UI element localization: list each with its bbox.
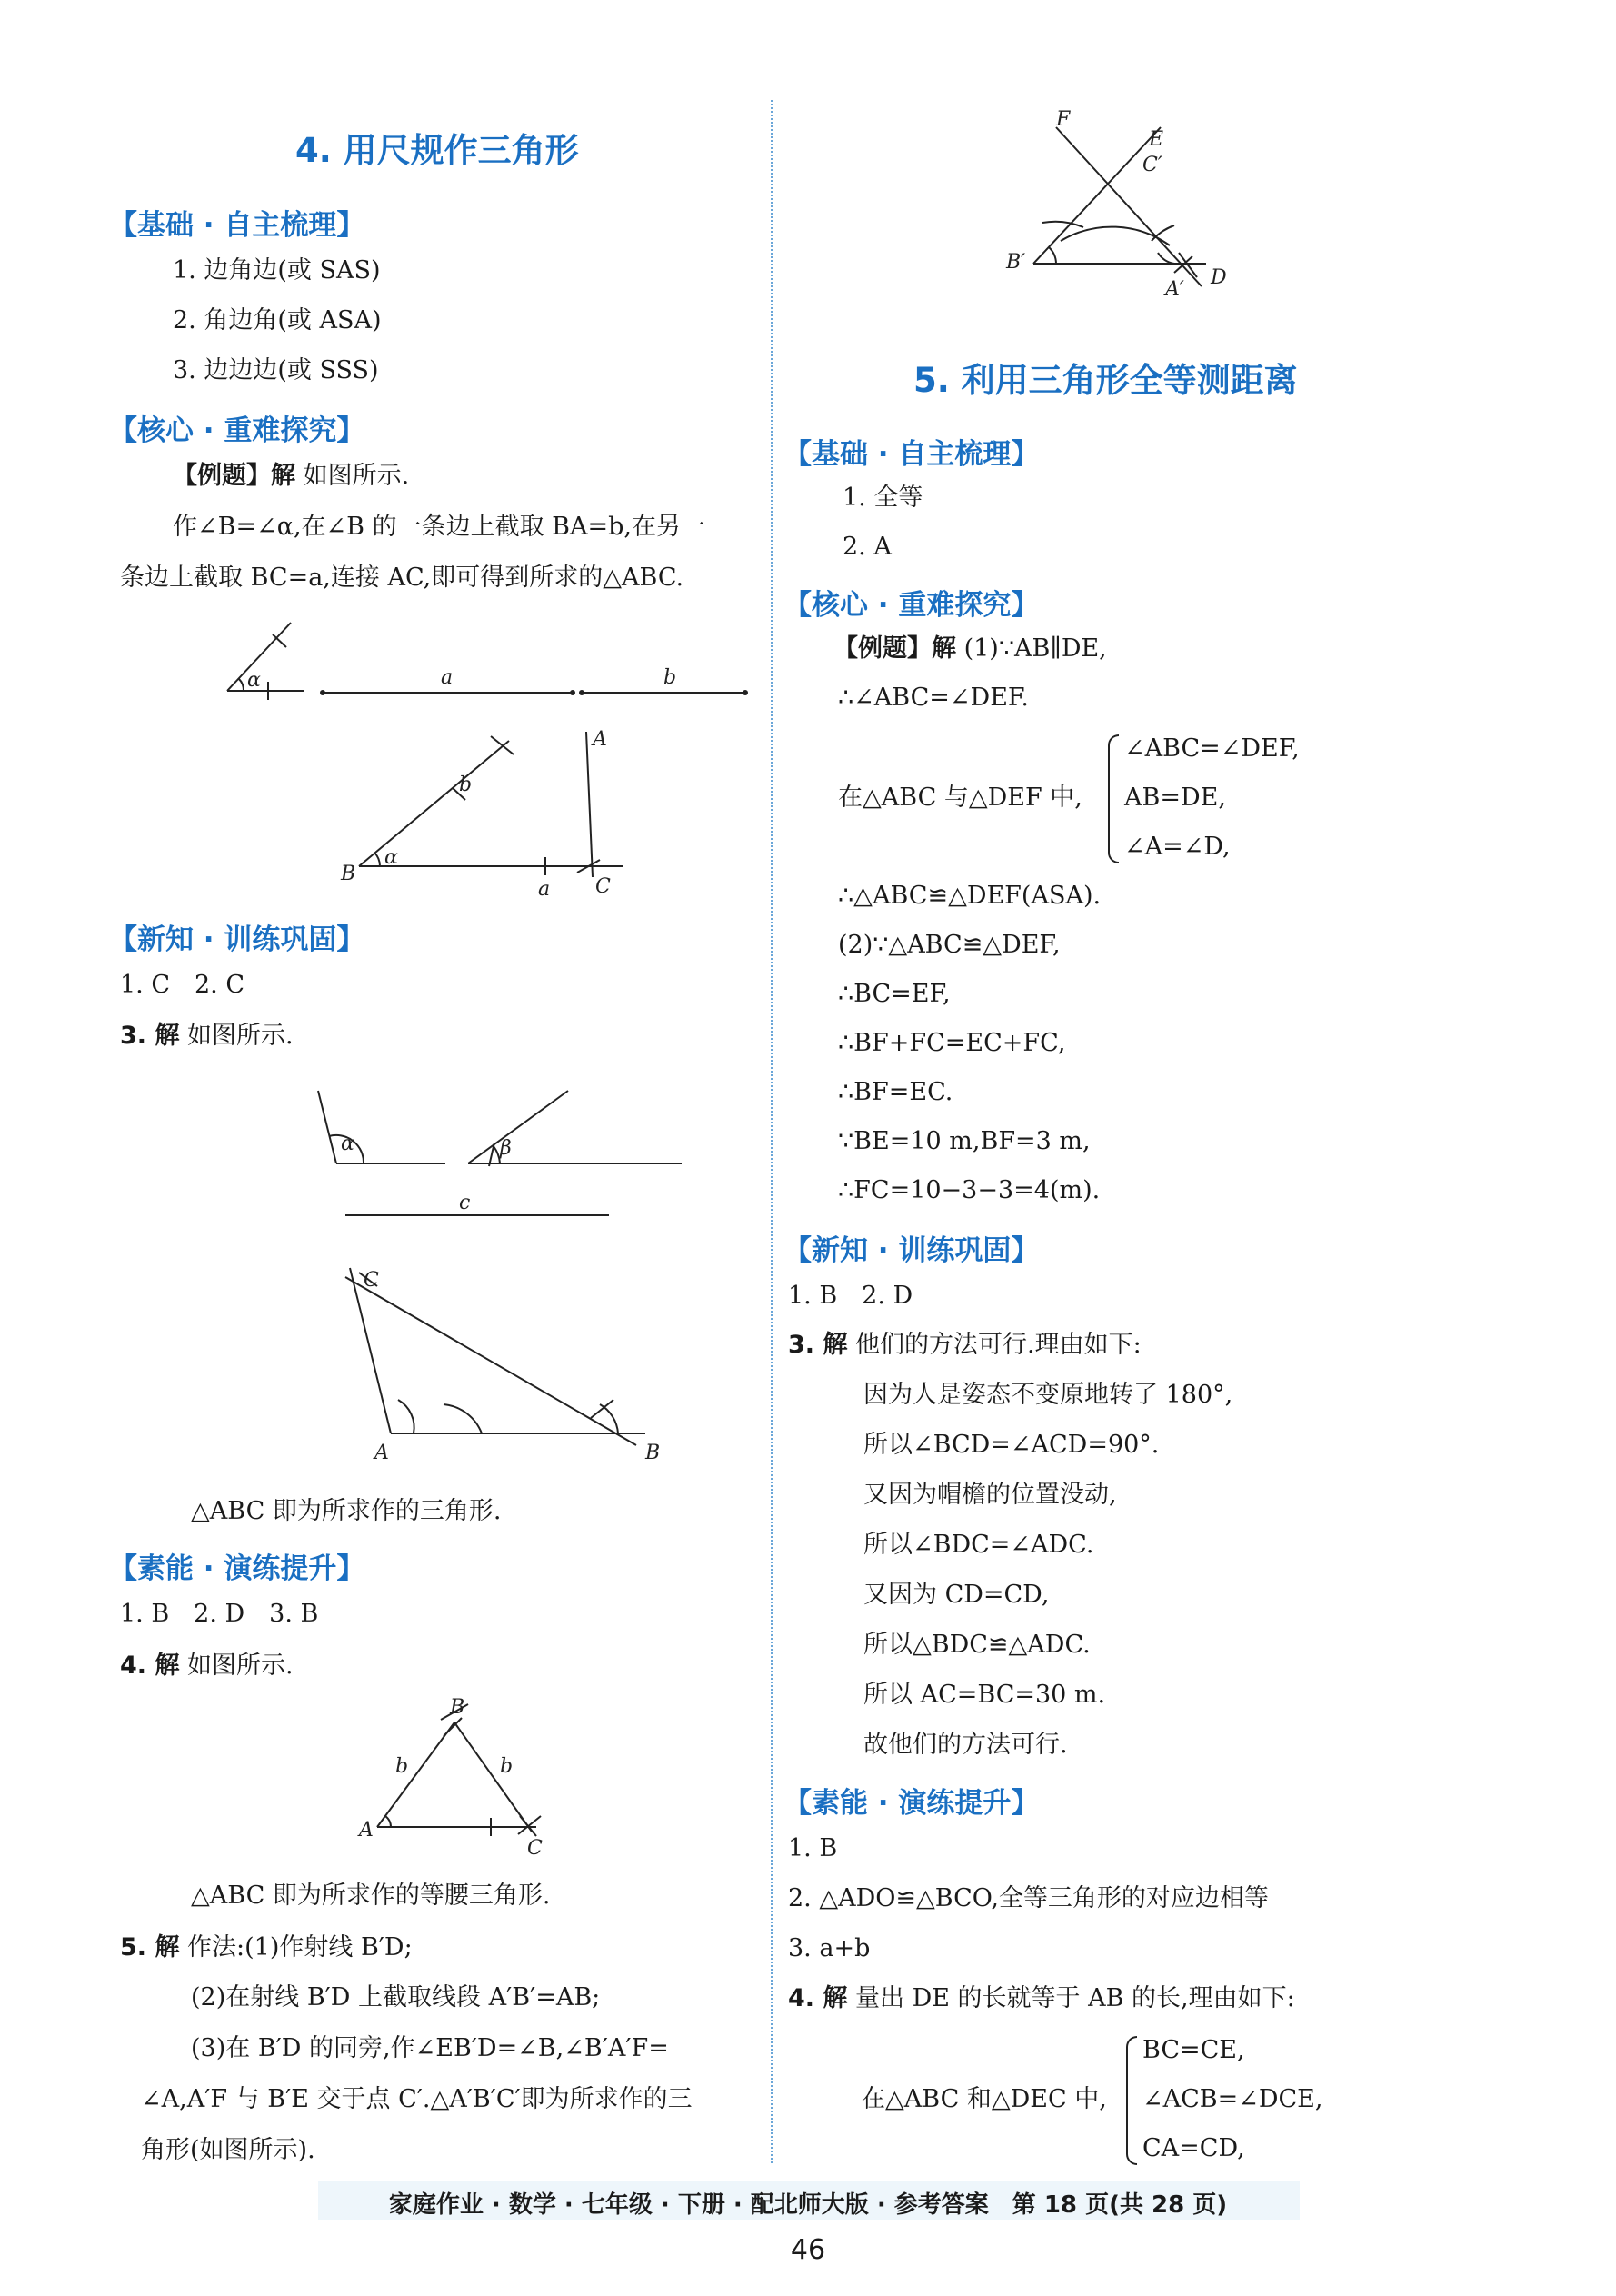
segment-endpoint (570, 690, 575, 695)
answer-line: 1. B 2. D (788, 1282, 913, 1310)
answer-line: 1. C 2. C (120, 971, 245, 999)
example-intro (173, 460, 409, 493)
label-c: c (459, 1192, 471, 1214)
answer-4 (120, 1650, 294, 1682)
reason-line: 因为人是姿态不变原地转了 180°, (863, 1381, 1233, 1409)
answer-4 (788, 1982, 1295, 2015)
example-intro (833, 633, 1107, 665)
reason-line: 所以 AC=BC=30 m. (863, 1681, 1106, 1709)
label-b: b (395, 1755, 409, 1778)
column-divider (771, 100, 773, 2163)
reason-line: 又因为帽檐的位置没动, (863, 1481, 1117, 1509)
answer-text: 如图所示. (179, 1022, 294, 1050)
label-b: b (500, 1755, 514, 1778)
figure-constructed-triangle (1002, 108, 1227, 304)
reason-line: 所以∠BDC=∠ADC. (863, 1531, 1094, 1559)
segment-endpoint (579, 690, 584, 695)
heading-core: 【核心 · 重难探究】 (109, 414, 365, 447)
proof-line: ∴△ABC≌△DEF(ASA). (838, 882, 1102, 910)
answer-line: 1. 全等 (843, 484, 923, 512)
label-D: D (1211, 266, 1227, 289)
label-F: F (1056, 108, 1071, 131)
heading-ability: 【素能 · 演练提升】 (109, 1552, 365, 1585)
answer-step: (3)在 B′D 的同旁,作∠EB′D=∠B,∠B′A′F= (191, 2034, 669, 2062)
system-line: ∠ABC=∠DEF, (1124, 734, 1300, 763)
label-C-prime: C′ (1142, 154, 1162, 176)
answer-5 (120, 1932, 413, 1964)
heading-new-knowledge: 【新知 · 训练巩固】 (783, 1234, 1040, 1267)
figure-isosceles-triangle (354, 1696, 573, 1860)
answer-line: 3. 边边边(或 SSS) (173, 356, 379, 384)
label-B-prime: B′ (1006, 251, 1026, 274)
answer-number: 4. 解 (788, 1984, 848, 2012)
figure-two-angles-and-triangle (309, 1077, 691, 1477)
label-B: B (645, 1442, 661, 1464)
label-b: b (459, 774, 473, 796)
system-prefix: 在△ABC 和△DEC 中, (861, 2085, 1107, 2113)
system-line: ∠ACB=∠DCE, (1142, 2085, 1323, 2113)
proof-line: ∴BF+FC=EC+FC, (838, 1029, 1066, 1057)
answer-line: 3. a+b (788, 1934, 871, 1962)
system-brace (1108, 734, 1119, 863)
segment-endpoint (320, 690, 325, 695)
segment-endpoint (743, 690, 748, 695)
answer-step: (2)在射线 B′D 上截取线段 A′B′=AB; (191, 1983, 601, 2011)
example-tag: 【例题】解 (833, 634, 956, 663)
label-a: a (538, 878, 551, 901)
label-A: A (359, 1819, 374, 1842)
label-C: C (595, 875, 611, 898)
system-brace (1126, 2036, 1137, 2165)
proof-line: (2)∵△ABC≌△DEF, (838, 931, 1061, 959)
answer-step: ∠A,A′F 与 B′E 交于点 C′.△A′B′C′即为所求作的三 (141, 2085, 693, 2113)
heading-basics: 【基础 · 自主梳理】 (109, 209, 365, 242)
page-number: 46 (790, 2234, 826, 2266)
answer-text: 量出 DE 的长就等于 AB 的长,理由如下: (847, 1984, 1295, 2012)
label-A-prime: A′ (1165, 278, 1184, 301)
answer-text: 如图所示. (179, 1652, 294, 1680)
label-b: b (663, 666, 677, 689)
label-A: A (593, 728, 607, 751)
label-B: B (341, 863, 356, 885)
system-line: BC=CE, (1142, 2036, 1245, 2064)
label-B: B (450, 1696, 465, 1719)
label-E: E (1149, 128, 1164, 151)
heading-new-knowledge: 【新知 · 训练巩固】 (109, 923, 365, 956)
answer-3 (120, 1020, 294, 1053)
system-line: CA=CD, (1142, 2134, 1245, 2162)
answer-line: 1. B (788, 1834, 838, 1862)
label-C: C (527, 1837, 543, 1860)
system-prefix: 在△ABC 与△DEF 中, (838, 784, 1082, 812)
label-alpha: α (341, 1133, 354, 1155)
answer-number: 4. 解 (120, 1652, 180, 1680)
example-tag: 【例题】解 (173, 462, 295, 490)
answer-step: 角形(如图所示). (141, 2136, 315, 2164)
answer-text: 作法:(1)作射线 B′D; (179, 1933, 413, 1962)
label-alpha: α (247, 669, 261, 692)
answer-number: 5. 解 (120, 1933, 180, 1962)
label-alpha: α (384, 846, 398, 869)
heading-core: 【核心 · 重难探究】 (783, 589, 1040, 622)
proof-line: ∴∠ABC=∠DEF. (838, 684, 1030, 712)
section-title-4: 4. 用尺规作三角形 (295, 131, 579, 170)
proof-line: ∴FC=10−3−3=4(m). (838, 1176, 1101, 1204)
label-beta: β (500, 1137, 512, 1160)
proof-line: ∵BE=10 m,BF=3 m, (838, 1127, 1091, 1155)
answer-line: 2. A (843, 533, 892, 561)
answer-line: 2. 角边角(或 ASA) (173, 306, 382, 334)
example-paragraph: 条边上截取 BC=a,连接 AC,即可得到所求的△ABC. (120, 564, 684, 592)
label-a: a (441, 666, 454, 689)
example-paragraph: 作∠B=∠α,在∠B 的一条边上截取 BA=b,在另一 (173, 513, 705, 541)
proof-line: ∴BF=EC. (838, 1078, 953, 1106)
label-A: A (374, 1442, 389, 1464)
answer-number: 3. 解 (788, 1331, 848, 1359)
reason-line: 所以∠BCD=∠ACD=90°. (863, 1431, 1160, 1459)
system-line: AB=DE, (1124, 784, 1226, 812)
answer-text: 他们的方法可行.理由如下: (847, 1331, 1142, 1359)
proof-line: ∴BC=EF, (838, 980, 951, 1008)
answer-conclusion: △ABC 即为所求作的三角形. (191, 1497, 502, 1525)
heading-basics: 【基础 · 自主梳理】 (783, 438, 1040, 471)
example-text: 如图所示. (295, 462, 410, 490)
reason-line: 故他们的方法可行. (863, 1731, 1068, 1759)
footer-text: 家庭作业 · 数学 · 七年级 · 下册 · 配北师大版 · 参考答案 第 18 页(共 28 页) (388, 2191, 1228, 2219)
figure-angle-and-segments (218, 609, 763, 900)
heading-ability: 【素能 · 演练提升】 (783, 1787, 1040, 1820)
system-line: ∠A=∠D, (1124, 833, 1231, 861)
section-title-5: 5. 利用三角形全等测距离 (913, 361, 1298, 400)
answer-line: 2. △ADO≌△BCO,全等三角形的对应边相等 (788, 1884, 1269, 1912)
reason-line: 所以△BDC≌△ADC. (863, 1631, 1091, 1659)
reason-line: 又因为 CD=CD, (863, 1581, 1050, 1609)
answer-conclusion: △ABC 即为所求作的等腰三角形. (191, 1882, 551, 1910)
label-C: C (364, 1269, 379, 1292)
answer-3 (788, 1329, 1142, 1362)
answer-number: 3. 解 (120, 1022, 180, 1050)
example-text: (1)∵AB∥DE, (956, 634, 1107, 663)
answer-line: 1. B 2. D 3. B (120, 1600, 319, 1628)
answer-line: 1. 边角边(或 SAS) (173, 256, 381, 285)
